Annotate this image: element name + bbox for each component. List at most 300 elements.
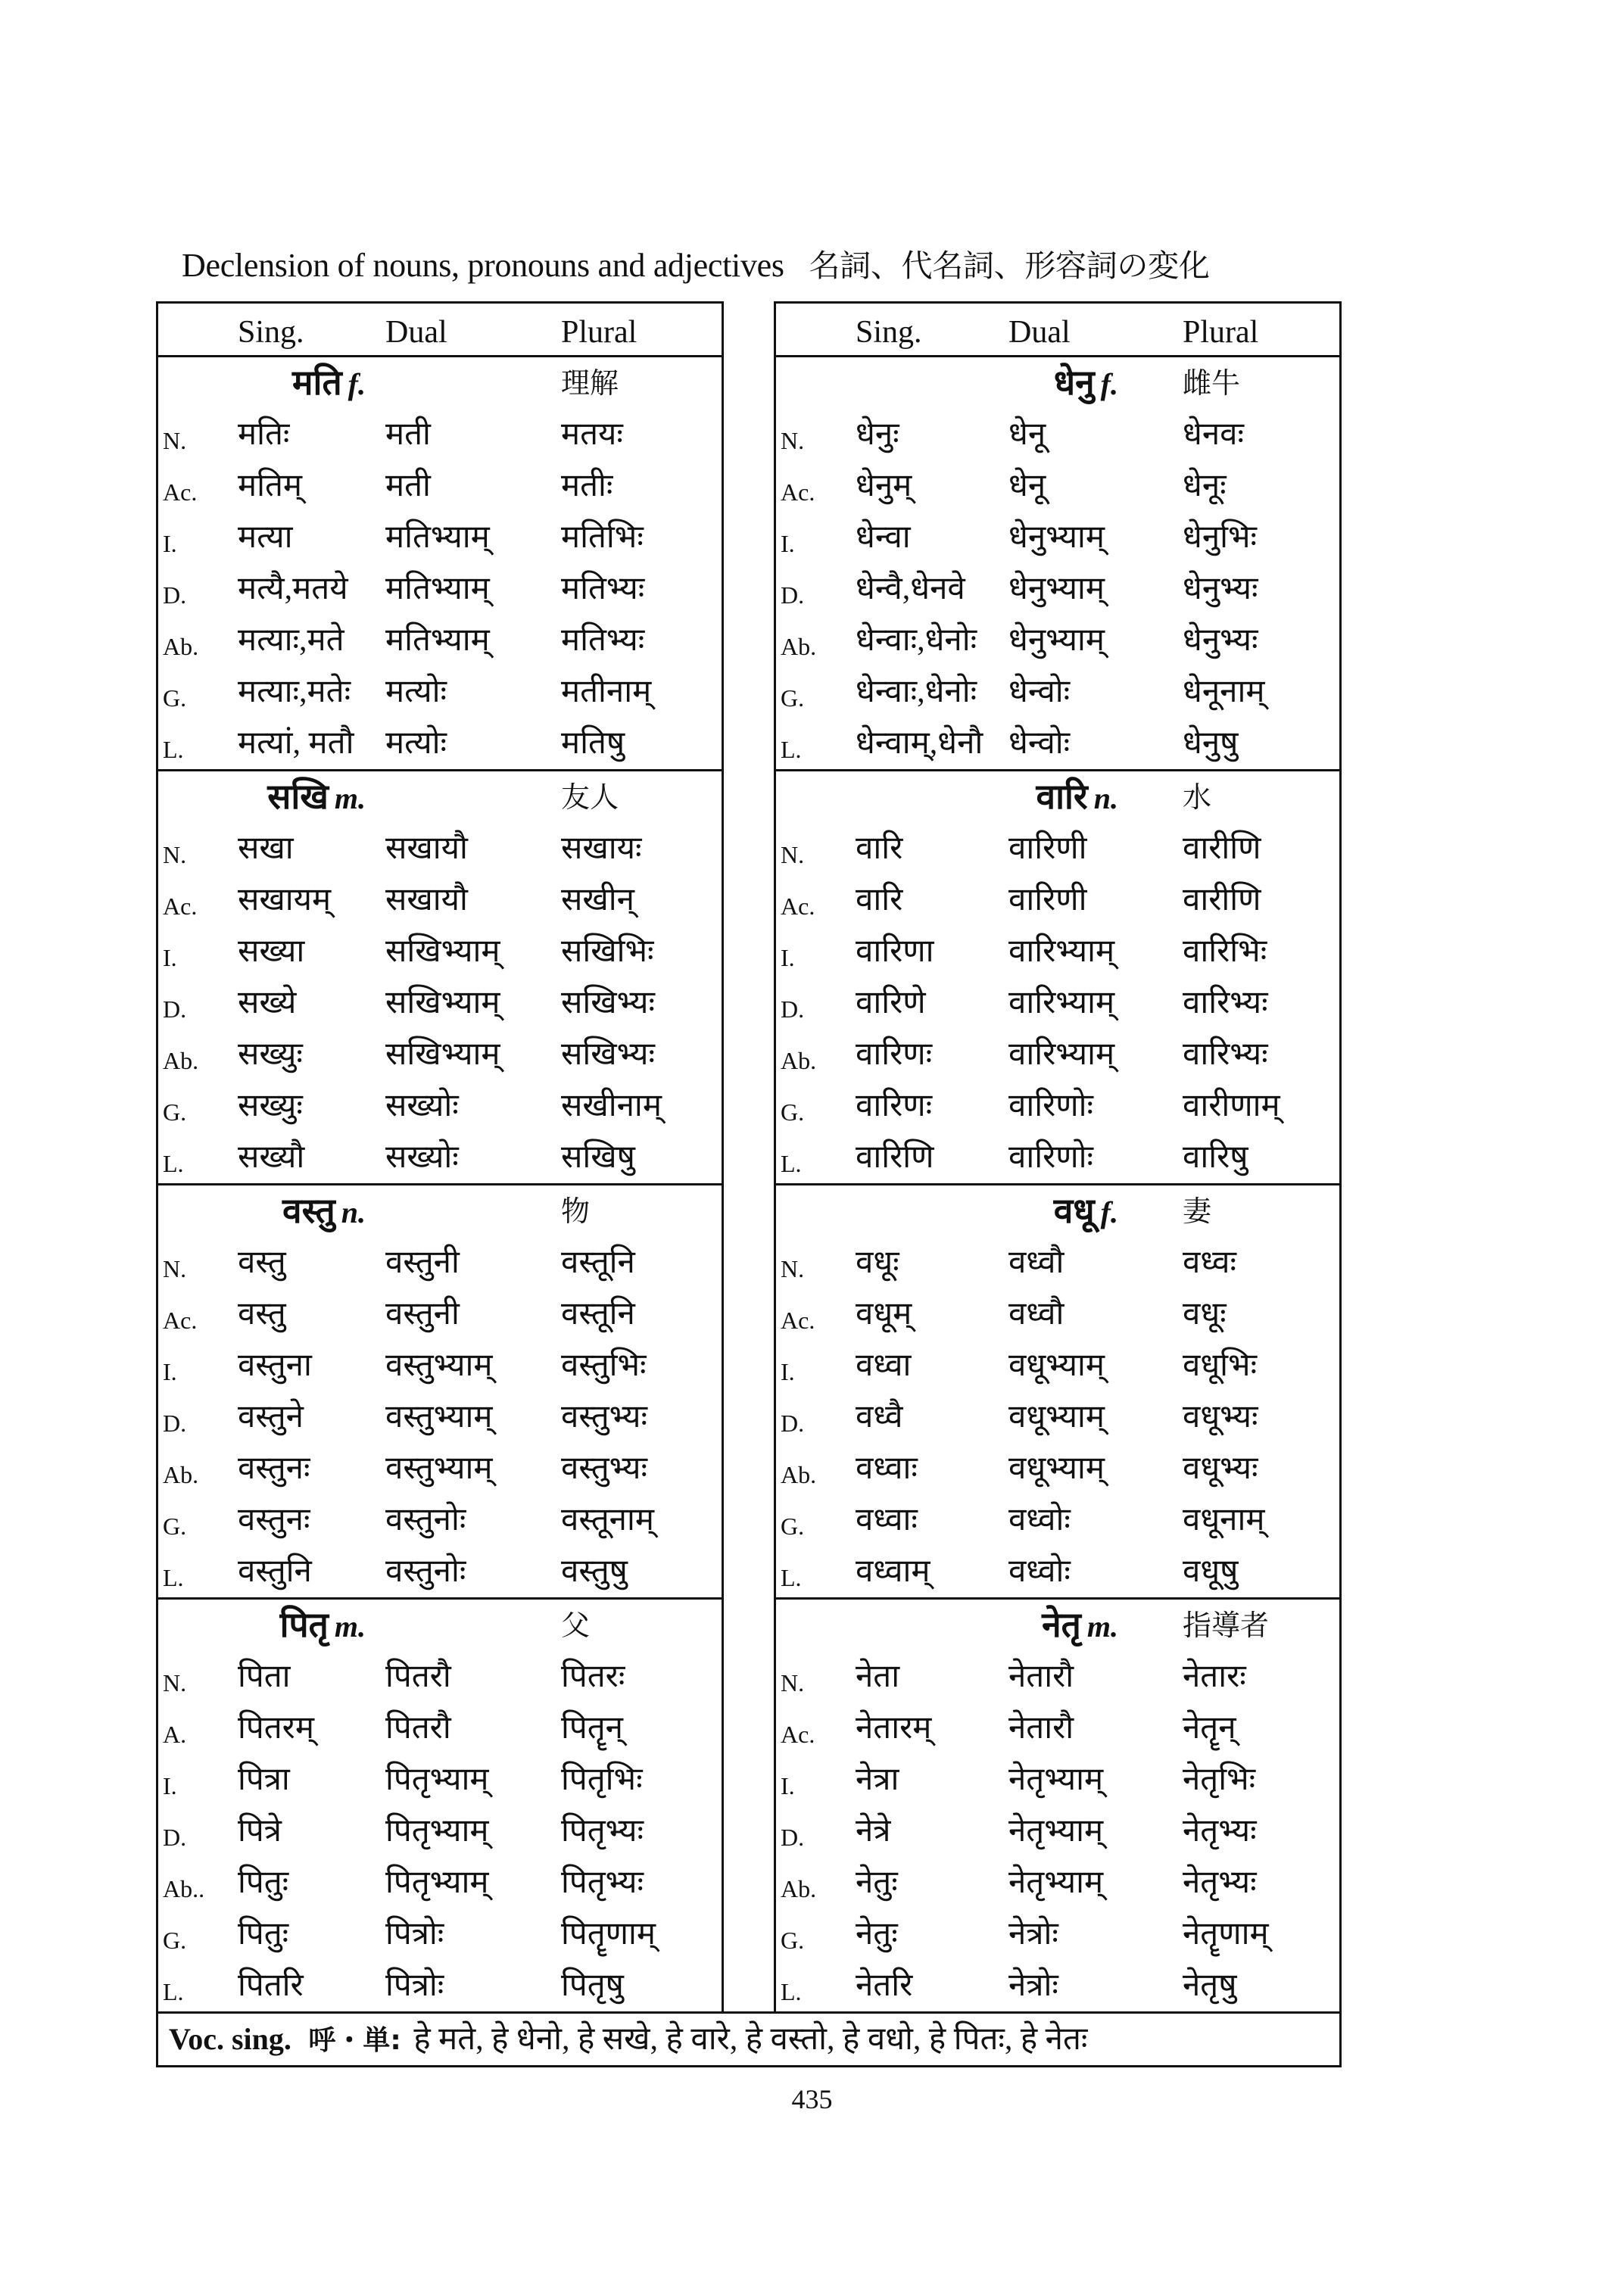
plural-form: पितृभ्यः [561, 1814, 644, 1849]
plural-form: वधूभ्यः [1183, 1451, 1258, 1486]
table-row [158, 1080, 722, 1132]
plural-form: धेनवः [1183, 417, 1244, 452]
singular-form: वध्वै [856, 1400, 903, 1435]
case-label: Ab. [781, 1047, 817, 1074]
case-label: G. [781, 1098, 805, 1126]
dual-form: नेतारौ [1008, 1711, 1074, 1746]
dual-form: वस्तुनी [385, 1245, 460, 1280]
meaning-japanese: 雌牛 [1183, 366, 1241, 400]
singular-form: पितुः [238, 1865, 289, 1900]
plural-form: सखिभ्यः [561, 1037, 655, 1072]
singular-form: सख्ये [238, 986, 297, 1020]
table-row [776, 823, 1339, 874]
dual-form: पितृभ्याम् [385, 1865, 489, 1900]
plural-form: मतीनाम् [561, 675, 652, 709]
table-row [776, 1857, 1339, 1908]
case-label: L. [163, 1978, 184, 2005]
dual-form: वस्तुभ्याम् [385, 1451, 493, 1486]
plural-form: वधूषु [1183, 1554, 1239, 1589]
plural-form: वारिभिः [1183, 934, 1267, 969]
case-label: N. [781, 427, 805, 454]
table-row [776, 1391, 1339, 1443]
plural-form: पितृभ्यः [561, 1865, 644, 1900]
case-label: Ac. [781, 1307, 815, 1334]
dual-form: नेत्रोः [1008, 1968, 1058, 2003]
gender-label: m. [1086, 1609, 1118, 1643]
dual-form: सख्योः [385, 1140, 459, 1175]
plural-form: नेतृभ्यः [1183, 1865, 1257, 1900]
case-label: D. [163, 1824, 187, 1851]
dual-form: वारिभ्याम् [1008, 934, 1115, 969]
case-label: Ac. [781, 1721, 815, 1748]
stem-text: सखि [267, 777, 329, 816]
table-row [776, 1080, 1339, 1132]
table-row [158, 718, 722, 769]
noun-group [776, 1185, 1339, 1600]
singular-form: सख्यौ [238, 1140, 305, 1175]
table-row [158, 1546, 722, 1597]
case-label: N. [163, 1669, 187, 1696]
case-label: Ab. [163, 1461, 199, 1488]
plural-form: वस्तुभिः [561, 1348, 647, 1383]
case-label: N. [781, 1669, 805, 1696]
plural-form: वारीणाम् [1183, 1089, 1280, 1123]
table-row [158, 1960, 722, 2011]
case-label: Ab. [163, 1047, 199, 1074]
singular-form: वारिणः [856, 1089, 933, 1123]
header-sing: Sing. [856, 315, 922, 350]
table-row [158, 926, 722, 977]
case-label: Ab. [781, 1875, 817, 1902]
table-row [158, 874, 722, 926]
vocative-japanese-label: 呼・単: [308, 2025, 401, 2056]
dual-form: वध्वोः [1008, 1503, 1071, 1537]
plural-form: वारीणि [1183, 883, 1261, 918]
plural-form: धेनुभ्यः [1183, 572, 1258, 606]
singular-form: नेता [856, 1659, 900, 1694]
meaning-japanese: 物 [561, 1195, 591, 1228]
page-title [182, 241, 1363, 285]
plural-form: वधूभ्यः [1183, 1400, 1258, 1435]
singular-form: वस्तुना [238, 1348, 312, 1383]
plural-form: पितरः [561, 1659, 625, 1694]
case-label: I. [781, 1772, 795, 1799]
table-row [776, 1132, 1339, 1183]
table-row [776, 1443, 1339, 1494]
singular-form: पित्रा [238, 1762, 290, 1797]
stem-row [776, 1185, 1339, 1237]
plural-form: सखायः [561, 831, 642, 866]
case-label: L. [781, 1978, 802, 2005]
case-label: G. [781, 1513, 805, 1540]
dual-form: मतिभ्याम् [385, 572, 490, 606]
case-label: G. [163, 1513, 187, 1540]
dual-form: वस्तुनोः [385, 1554, 466, 1589]
singular-form: पितरम् [238, 1711, 314, 1746]
singular-form: धेन्वाः,धेनोः [856, 623, 977, 658]
dual-form: वध्वौ [1008, 1297, 1064, 1332]
dual-form: धेन्वोः [1008, 675, 1071, 709]
plural-form: नेतृभ्यः [1183, 1814, 1257, 1849]
plural-form: मतिभिः [561, 520, 644, 555]
table-row [158, 1651, 722, 1703]
case-label: D. [781, 1824, 805, 1851]
header-dual: Dual [1008, 315, 1071, 350]
table-row [158, 666, 722, 718]
dual-form: नेतृभ्याम् [1008, 1814, 1104, 1849]
case-label: Ab. [781, 633, 817, 660]
case-label: I. [781, 944, 795, 971]
singular-form: वारि [856, 883, 903, 918]
plural-form: पितॄणाम् [561, 1917, 656, 1952]
plural-form: धेनुभिः [1183, 520, 1258, 555]
noun-group [158, 1185, 722, 1600]
dual-form: सखायौ [385, 831, 468, 866]
table-row [158, 563, 722, 615]
stem-text: नेतृ [1042, 1606, 1081, 1644]
case-label: I. [163, 530, 177, 557]
case-label: G. [163, 1098, 187, 1126]
plural-form: पितॄन् [561, 1711, 623, 1746]
case-label: Ab. [781, 1461, 817, 1488]
case-label: G. [781, 1927, 805, 1954]
singular-form: वस्तुनः [238, 1451, 310, 1486]
page-number: 435 [791, 2084, 833, 2114]
singular-form: पितरि [238, 1968, 304, 2003]
gender-label: n. [1093, 781, 1118, 815]
table-row [776, 977, 1339, 1029]
header-row [776, 304, 1339, 357]
case-label: N. [781, 841, 805, 868]
table-row [776, 926, 1339, 977]
plural-form: सखीन् [561, 883, 634, 918]
plural-form: मतीः [561, 469, 613, 503]
singular-form: नेतरि [856, 1968, 913, 2003]
gender-label: f. [1100, 1195, 1118, 1229]
plural-form: वध्वः [1183, 1245, 1236, 1280]
dual-form: धेनुभ्याम् [1008, 572, 1105, 606]
plural-form: वस्तुभ्यः [561, 1451, 647, 1486]
plural-form: वस्तुभ्यः [561, 1400, 647, 1435]
plural-form: मतिषु [561, 726, 625, 761]
plural-form: वारिषु [1183, 1140, 1248, 1175]
singular-form: वस्तु [238, 1245, 286, 1280]
dual-form: धेनू [1008, 417, 1046, 452]
meaning-japanese: 指導者 [1183, 1609, 1270, 1642]
table-row [158, 1443, 722, 1494]
dual-form: सखायौ [385, 883, 468, 918]
singular-form: वारिणे [856, 986, 926, 1020]
plural-form: वस्तूनाम् [561, 1503, 654, 1537]
noun-group [776, 1600, 1339, 2011]
plural-form: पितृभिः [561, 1762, 643, 1797]
table-row [776, 1340, 1339, 1391]
table-row [158, 1237, 722, 1288]
stem-word [280, 1600, 366, 1653]
stem-text: वस्तु [282, 1192, 335, 1230]
case-label: G. [781, 684, 805, 712]
case-label: I. [781, 530, 795, 557]
table-row [776, 718, 1339, 769]
plural-form: वधूनाम् [1183, 1503, 1265, 1537]
singular-form: पित्रे [238, 1814, 282, 1849]
singular-form: धेनुम् [856, 469, 912, 503]
dual-form: मतिभ्याम् [385, 520, 490, 555]
dual-form: वधूभ्याम् [1008, 1451, 1105, 1486]
gender-label: f. [1100, 367, 1118, 401]
table-row [158, 1340, 722, 1391]
stem-word [282, 1185, 366, 1238]
plural-form: वधूभिः [1183, 1348, 1258, 1383]
vocative-label: Voc. sing. [169, 2022, 291, 2056]
dual-form: धेनू [1008, 469, 1046, 503]
table-row [158, 615, 722, 666]
table-row [776, 1805, 1339, 1857]
stem-word [292, 357, 366, 410]
case-label: G. [163, 1927, 187, 1954]
dual-form: वस्तुभ्याम् [385, 1400, 493, 1435]
dual-form: मती [385, 469, 431, 503]
dual-form: नेत्रोः [1008, 1917, 1058, 1952]
noun-group [158, 357, 722, 771]
table-row [158, 409, 722, 460]
table-row [158, 512, 722, 563]
singular-form: मतिम् [238, 469, 303, 503]
singular-form: वस्तुनि [238, 1554, 312, 1589]
stem-row [776, 1600, 1339, 1651]
table-row [158, 1288, 722, 1340]
table-row [776, 1908, 1339, 1960]
singular-form: नेतुः [856, 1865, 898, 1900]
singular-form: वारि [856, 831, 903, 866]
case-label: Ac. [781, 893, 815, 920]
dual-form: सख्योः [385, 1089, 459, 1123]
singular-form: धेन्वाः,धेनोः [856, 675, 977, 709]
dual-form: मती [385, 417, 431, 452]
singular-form: मत्या [238, 520, 293, 555]
singular-form: सखा [238, 831, 294, 866]
case-label: L. [163, 736, 184, 763]
dual-form: वारिणोः [1008, 1140, 1094, 1175]
dual-form: वारिभ्याम् [1008, 1037, 1115, 1072]
dual-form: वधूभ्याम् [1008, 1348, 1105, 1383]
noun-group [776, 357, 1339, 771]
table-row [776, 512, 1339, 563]
table-row [776, 1960, 1339, 2011]
dual-form: वधूभ्याम् [1008, 1400, 1105, 1435]
plural-form: सखीनाम् [561, 1089, 662, 1123]
case-label: Ac. [163, 893, 198, 920]
noun-group [776, 771, 1339, 1185]
stem-row [158, 1185, 722, 1237]
stem-word [1054, 1185, 1118, 1238]
singular-form: धेन्वै,धेनवे [856, 572, 965, 606]
meaning-japanese: 水 [1183, 780, 1212, 814]
plural-form: सखिषु [561, 1140, 635, 1175]
singular-form: धेन्वाम्,धेनौ [856, 726, 983, 761]
plural-form: वधूः [1183, 1297, 1227, 1332]
plural-form: धेनुभ्यः [1183, 623, 1258, 658]
plural-form: नेतॄणाम् [1183, 1917, 1269, 1952]
singular-form: वध्वाम् [856, 1554, 930, 1589]
table-row [158, 1703, 722, 1754]
singular-form: वस्तु [238, 1297, 286, 1332]
case-label: L. [163, 1150, 184, 1177]
dual-form: वस्तुभ्याम् [385, 1348, 493, 1383]
singular-form: वस्तुने [238, 1400, 304, 1435]
stem-row [158, 771, 722, 823]
table-row [776, 409, 1339, 460]
case-label: I. [781, 1358, 795, 1385]
table-row [776, 1651, 1339, 1703]
plural-form: नेतृभिः [1183, 1762, 1256, 1797]
dual-form: वारिणोः [1008, 1089, 1094, 1123]
title-english: Declension of nouns, pronouns and adjectives [182, 247, 784, 284]
table-row [158, 1391, 722, 1443]
plural-form: वस्तूनि [561, 1245, 635, 1280]
singular-form: नेतारम् [856, 1711, 932, 1746]
header-plural: Plural [1183, 315, 1259, 350]
singular-form: मत्याः,मतेः [238, 675, 351, 709]
singular-form: सख्युः [238, 1037, 303, 1072]
case-label: D. [781, 1410, 805, 1437]
singular-form: वध्वाः [856, 1451, 918, 1486]
singular-form: वारिणः [856, 1037, 933, 1072]
case-label: Ab.. [163, 1875, 205, 1902]
stem-text: वारि [1036, 777, 1088, 816]
title-japanese: 名詞、代名詞、形容詞の変化 [809, 248, 1210, 284]
vocative-forms: हे मते, हे धेनो, हे सखे, हे वारे, हे वस्तो, हे वधो, हे पितः, हे नेतः [413, 2022, 1088, 2057]
singular-form: वारिणि [856, 1140, 934, 1175]
table-row [158, 460, 722, 512]
dual-form: वारिभ्याम् [1008, 986, 1115, 1020]
singular-form: मत्यै,मतये [238, 572, 348, 606]
singular-form: वधूः [856, 1245, 899, 1280]
dual-form: पित्रोः [385, 1968, 444, 2003]
plural-form: मतिभ्यः [561, 623, 645, 658]
case-label: D. [781, 581, 805, 609]
plural-form: वस्तूनि [561, 1297, 635, 1332]
singular-form: धेन्वा [856, 520, 911, 555]
case-label: L. [781, 1564, 802, 1591]
plural-form: वस्तुषु [561, 1554, 628, 1589]
singular-form: नेतुः [856, 1917, 898, 1952]
stem-word [1036, 771, 1118, 824]
table-row [776, 460, 1339, 512]
table-row [776, 1703, 1339, 1754]
table-row [776, 1494, 1339, 1546]
table-row [158, 1908, 722, 1960]
table-row [158, 823, 722, 874]
plural-form: मतयः [561, 417, 623, 452]
plural-form: मतिभ्यः [561, 572, 645, 606]
header-plural: Plural [561, 315, 637, 350]
plural-form: वारिभ्यः [1183, 1037, 1268, 1072]
singular-form: मत्याः,मते [238, 623, 344, 658]
stem-word [1054, 357, 1118, 410]
gender-label: f. [348, 367, 366, 401]
stem-row [158, 357, 722, 409]
stem-word [267, 771, 366, 824]
dual-form: धेनुभ्याम् [1008, 623, 1105, 658]
table-row [776, 874, 1339, 926]
dual-form: नेतृभ्याम् [1008, 1762, 1104, 1797]
case-label: D. [163, 581, 187, 609]
case-label: G. [163, 684, 187, 712]
singular-form: वध्वाः [856, 1503, 918, 1537]
singular-form: सख्युः [238, 1089, 303, 1123]
header-sing: Sing. [238, 315, 304, 350]
dual-form: सखिभ्याम् [385, 934, 500, 969]
case-label: I. [163, 1772, 177, 1799]
dual-form: वारिणी [1008, 831, 1087, 866]
stem-text: वधू [1053, 1192, 1095, 1230]
meaning-japanese: 友人 [561, 780, 619, 814]
singular-form: सखायम् [238, 883, 332, 918]
singular-form: पिता [238, 1659, 291, 1694]
case-label: N. [163, 1255, 187, 1282]
left-declension-table [156, 301, 724, 2014]
case-label: Ac. [781, 478, 815, 506]
table-row [776, 1288, 1339, 1340]
dual-form: पितृभ्याम् [385, 1814, 489, 1849]
case-label: Ab. [163, 633, 199, 660]
left-groups [158, 357, 722, 2011]
singular-form: मतिः [238, 417, 290, 452]
singular-form: सख्या [238, 934, 305, 969]
singular-form: धेनुः [856, 417, 899, 452]
stem-text: मति [292, 363, 342, 402]
case-label: L. [163, 1564, 184, 1591]
plural-form: वारिभ्यः [1183, 986, 1268, 1020]
dual-form: पितरौ [385, 1711, 451, 1746]
plural-form: धेनुषु [1183, 726, 1239, 761]
dual-form: पितृभ्याम् [385, 1762, 489, 1797]
plural-form: सखिभ्यः [561, 986, 655, 1020]
dual-form: मत्योः [385, 726, 447, 761]
case-label: N. [163, 841, 187, 868]
right-declension-table [774, 301, 1342, 2014]
table-row [158, 1857, 722, 1908]
singular-form: पितुः [238, 1917, 289, 1952]
case-label: I. [163, 944, 177, 971]
table-row [158, 1132, 722, 1183]
table-row [776, 1029, 1339, 1080]
case-label: D. [163, 1410, 187, 1437]
singular-form: वस्तुनः [238, 1503, 310, 1537]
gender-label: n. [341, 1195, 366, 1229]
dual-form: धेन्वोः [1008, 726, 1071, 761]
case-label: A. [163, 1721, 187, 1748]
plural-form: नेतृषु [1183, 1968, 1237, 2003]
singular-form: नेत्रा [856, 1762, 899, 1797]
meaning-japanese: 妻 [1183, 1195, 1212, 1228]
stem-text: धेनु [1053, 363, 1095, 402]
case-label: N. [163, 427, 187, 454]
vocative-singular-row [156, 2011, 1342, 2067]
header-row [158, 304, 722, 357]
dual-form: नेतृभ्याम् [1008, 1865, 1104, 1900]
table-row [158, 977, 722, 1029]
dual-form: वस्तुनोः [385, 1503, 466, 1537]
table-row [158, 1805, 722, 1857]
dual-form: सखिभ्याम् [385, 986, 500, 1020]
meaning-japanese: 理解 [561, 366, 619, 400]
case-label: D. [163, 995, 187, 1023]
case-label: D. [781, 995, 805, 1023]
singular-form: वारिणा [856, 934, 934, 969]
dual-form: मत्योः [385, 675, 447, 709]
